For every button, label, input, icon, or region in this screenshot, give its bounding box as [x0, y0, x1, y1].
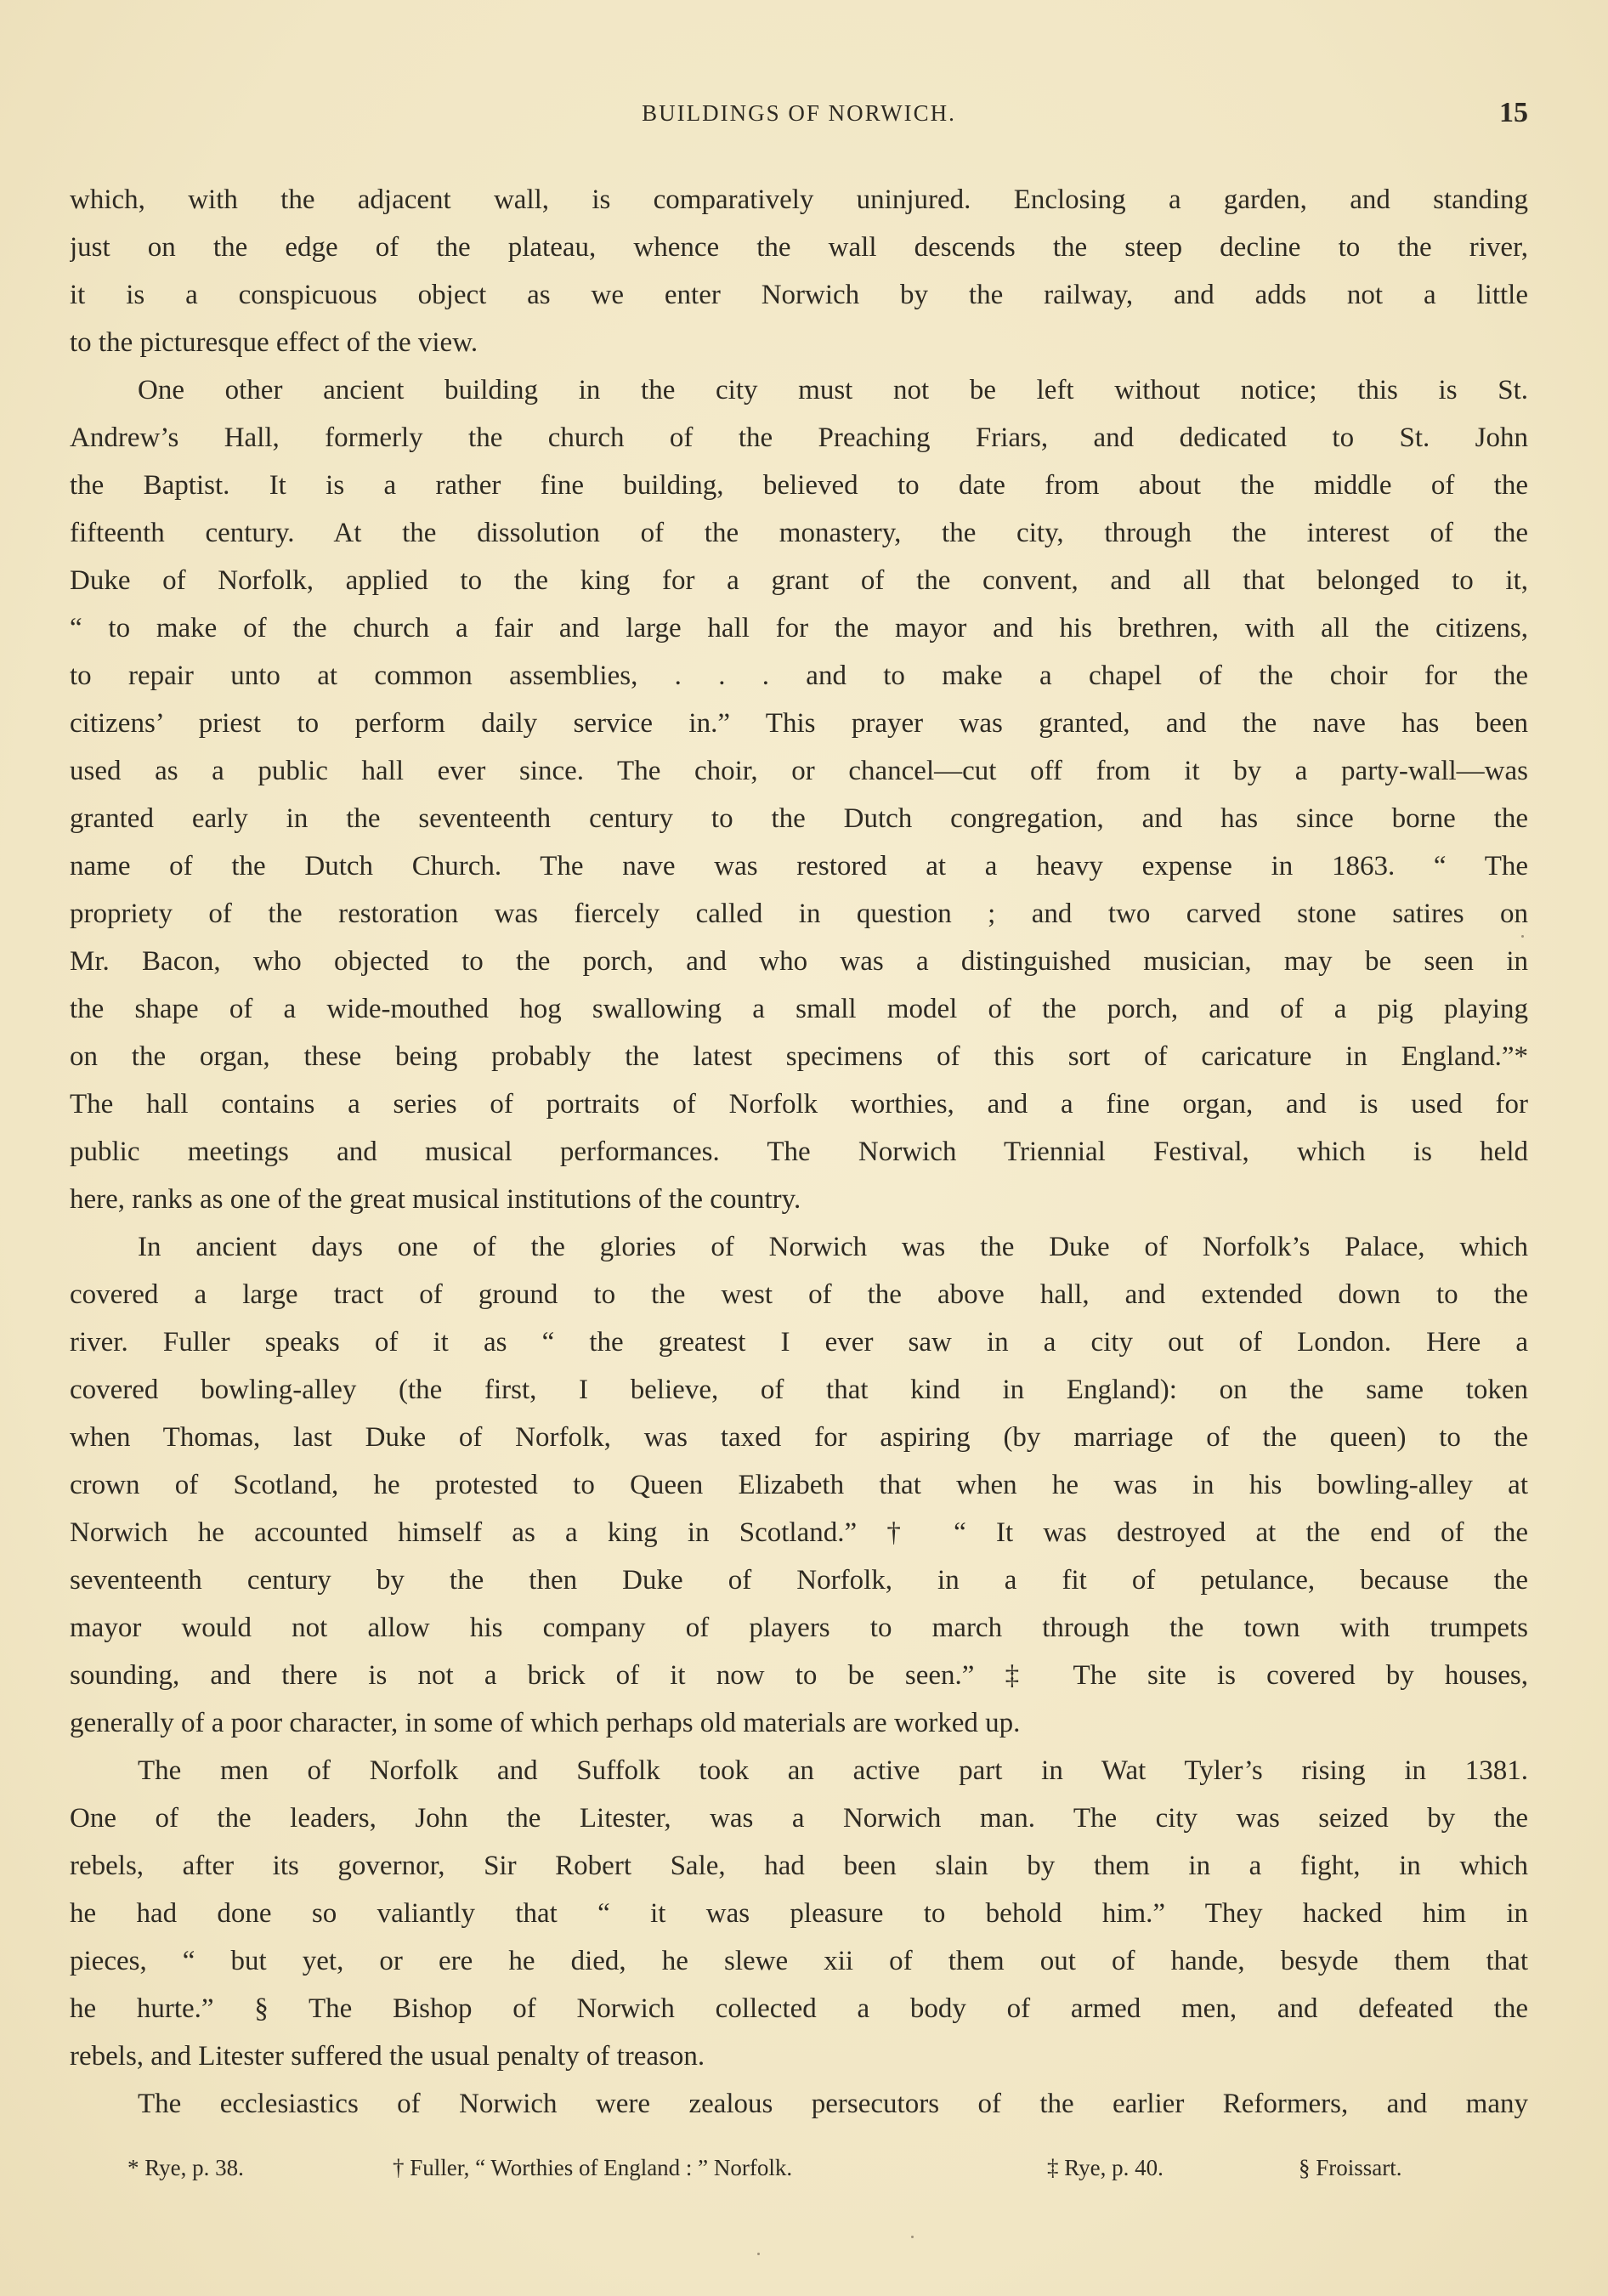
- text-line: crown of Scotland, he protested to Queen Elizabeth that when he was in his bowling-alley at: [70, 1470, 1528, 1500]
- text-line: used as a public hall ever since. The choir, or chancel—cut off from it by a party-wall—was: [70, 756, 1528, 786]
- running-head: [70, 97, 1528, 134]
- text-line: the Baptist. It is a rather fine building, believed to date from about the middle of the: [70, 470, 1528, 501]
- text-line: when Thomas, last Duke of Norfolk, was taxed for aspiring (by marriage of the queen) to the: [70, 1422, 1528, 1453]
- text-line: Mr. Bacon, who objected to the porch, and who was a distinguished musician, may be seen in: [70, 946, 1528, 977]
- text-line: One other ancient building in the city must not be left without notice; this is St.: [138, 375, 1528, 405]
- text-line: The hall contains a series of portraits of Norfolk worthies, and a fine organ, and is used for: [70, 1089, 1528, 1120]
- text-line: Norwich he accounted himself as a king in Scotland.” † “ It was destroyed at the end of the: [70, 1517, 1528, 1548]
- text-line: propriety of the restoration was fiercely called in question ; and two carved stone satires on: [70, 899, 1528, 929]
- text-line: public meetings and musical performances. The Norwich Triennial Festival, which is held: [70, 1137, 1528, 1167]
- text-line: to the picturesque effect of the view.: [70, 327, 478, 358]
- text-line: sounding, and there is not a brick of it now to be seen.” ‡ The site is covered by houses,: [70, 1660, 1528, 1691]
- footnote-2: † Fuller, “ Worthies of England : ” Norfolk.: [393, 2155, 793, 2180]
- text-line: granted early in the seventeenth century to the Dutch congregation, and has since borne the: [70, 803, 1528, 834]
- paper-speck: [757, 2253, 760, 2255]
- text-line: covered a large tract of ground to the west of the above hall, and extended down to the: [70, 1279, 1528, 1310]
- text-line: river. Fuller speaks of it as “ the greatest I ever saw in a city out of London. Here a: [70, 1327, 1528, 1358]
- text-line: generally of a poor character, in some of which perhaps old materials are worked up.: [70, 1708, 1021, 1738]
- text-line: Duke of Norfolk, applied to the king for a grant of the convent, and all that belonged to it,: [70, 565, 1528, 596]
- footnotes: [127, 2155, 1453, 2189]
- footnote-1: * Rye, p. 38.: [127, 2155, 244, 2180]
- text-line: on the organ, these being probably the latest specimens of this sort of caricature in England.”*: [70, 1041, 1528, 1072]
- paper-speck: [1521, 935, 1524, 938]
- text-line: it is a conspicuous object as we enter Norwich by the railway, and adds not a little: [70, 280, 1528, 310]
- body-text: [70, 176, 1528, 2128]
- footnote-3: ‡ Rye, p. 40.: [1047, 2155, 1164, 2180]
- text-line: The men of Norfolk and Suffolk took an active part in Wat Tyler’s rising in 1381.: [138, 1755, 1528, 1786]
- text-line: In ancient days one of the glories of Norwich was the Duke of Norfolk’s Palace, which: [138, 1232, 1528, 1262]
- text-line: seventeenth century by the then Duke of Norfolk, in a fit of petulance, because the: [70, 1565, 1528, 1596]
- text-line: One of the leaders, John the Litester, was a Norwich man. The city was seized by the: [70, 1803, 1528, 1834]
- text-line: just on the edge of the plateau, whence the wall descends the steep decline to the river,: [70, 232, 1528, 263]
- text-line: to repair unto at common assemblies, . . . and to make a chapel of the choir for the: [70, 660, 1528, 691]
- text-line: citizens’ priest to perform daily service in.” This prayer was granted, and the nave has been: [70, 708, 1528, 739]
- text-line: name of the Dutch Church. The nave was restored at a heavy expense in 1863. “ The: [70, 851, 1528, 882]
- text-line: here, ranks as one of the great musical institutions of the country.: [70, 1184, 801, 1215]
- text-line: “ to make of the church a fair and large hall for the mayor and his brethren, with all the citizens,: [70, 613, 1528, 643]
- text-line: The ecclesiastics of Norwich were zealous persecutors of the earlier Reformers, and many: [138, 2089, 1528, 2119]
- text-line: Andrew’s Hall, formerly the church of the Preaching Friars, and dedicated to St. John: [70, 422, 1528, 453]
- text-line: mayor would not allow his company of players to march through the town with trumpets: [70, 1613, 1528, 1643]
- page-number: 15: [1499, 97, 1528, 128]
- text-line: he hurte.” § The Bishop of Norwich collected a body of armed men, and defeated the: [70, 1993, 1528, 2024]
- text-line: which, with the adjacent wall, is comparatively uninjured. Enclosing a garden, and standing: [70, 184, 1528, 215]
- text-line: the shape of a wide-mouthed hog swallowing a small model of the porch, and of a pig playing: [70, 994, 1528, 1024]
- text-line: he had done so valiantly that “ it was pleasure to behold him.” They hacked him in: [70, 1898, 1528, 1929]
- text-line: fifteenth century. At the dissolution of the monastery, the city, through the interest of the: [70, 518, 1528, 548]
- text-line: rebels, after its governor, Sir Robert Sale, had been slain by them in a fight, in which: [70, 1851, 1528, 1881]
- text-line: rebels, and Litester suffered the usual penalty of treason.: [70, 2041, 705, 2072]
- paper-speck: [911, 2236, 914, 2238]
- text-line: covered bowling-alley (the first, I believe, of that kind in England): on the same token: [70, 1375, 1528, 1405]
- footnote-4: § Froissart.: [1299, 2155, 1402, 2180]
- running-title: BUILDINGS OF NORWICH.: [642, 100, 956, 126]
- text-line: pieces, “ but yet, or ere he died, he slewe xii of them out of hande, besyde them that: [70, 1946, 1528, 1976]
